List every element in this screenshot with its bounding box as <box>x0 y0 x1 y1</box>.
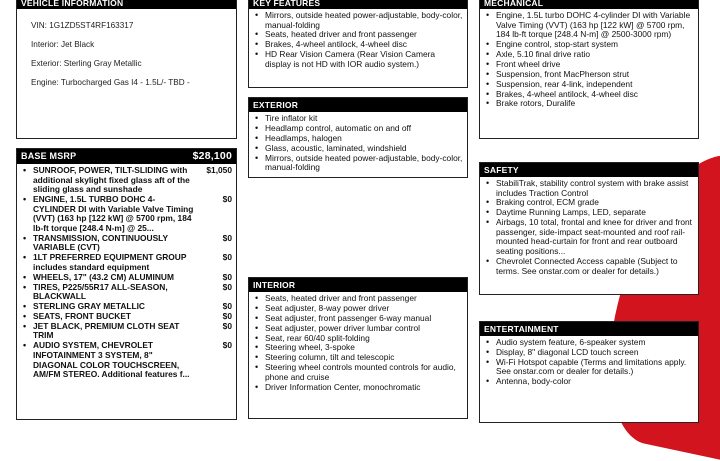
base-msrp-section <box>16 148 237 420</box>
msrp-option-text: • JET BLACK, PREMIUM CLOTH SEAT TRIM <box>33 320 180 341</box>
mechanical-list <box>480 9 698 109</box>
key-feature-item: • HD Rear Vision Camera (Rear Vision Camera display is not HD with IOR audio system.) <box>255 50 463 69</box>
msrp-option-row <box>23 322 232 341</box>
msrp-option-price: $0 <box>222 271 232 282</box>
mechanical-item: • Axle, 5.10 final drive ratio <box>486 50 694 60</box>
interior-item: • Steering column, tilt and telescopic <box>255 353 463 363</box>
msrp-option-row <box>23 283 232 302</box>
safety-item: • Chevrolet Connected Access capable (Subject to terms. See onstar.com or dealer for details.) <box>486 257 694 276</box>
exterior-item: • Glass, acoustic, laminated, windshield <box>255 144 463 154</box>
vin-text: VIN: 1G1ZD5ST4RF163317 <box>31 21 134 30</box>
mechanical-item: • Brake rotors, Duralife <box>486 99 694 109</box>
msrp-option-text: • TRANSMISSION, CONTINUOUSLY VARIABLE (CVT) <box>33 232 168 253</box>
section-header: MECHANICAL <box>480 0 698 9</box>
mechanical-item: • Suspension, rear 4-link, independent <box>486 80 694 90</box>
exterior-item: • Headlamps, halogen <box>255 134 463 144</box>
entertainment-item: • Antenna, body-color <box>486 377 694 387</box>
msrp-option-price: $0 <box>222 320 232 331</box>
mechanical-item: • Suspension, front MacPherson strut <box>486 70 694 80</box>
section-header: ENTERTAINMENT <box>480 322 698 336</box>
base-msrp-price: $28,100 <box>192 150 232 162</box>
msrp-option-text: • 1LT PREFERRED EQUIPMENT GROUP includes standard equipment <box>33 252 187 272</box>
mechanical-item: • Engine, 1.5L turbo DOHC 4-cylinder DI with Variable Valve Timing (VVT) (163 hp [122 kW] @ 5700 rpm, 184 lb-ft torque [248.4 N-m] @ 2500-3000 rpm) <box>486 11 694 40</box>
msrp-option-price: $0 <box>222 252 232 263</box>
safety-list <box>480 177 698 276</box>
msrp-option-row <box>23 195 232 233</box>
exterior-list <box>249 112 467 173</box>
msrp-option-price: $0 <box>222 281 232 292</box>
msrp-option-price: $0 <box>222 232 232 243</box>
msrp-option-text: • STERLING GRAY METALLIC <box>33 301 145 312</box>
msrp-option-text: • ENGINE, 1.5L TURBO DOHC 4-CYLINDER DI with Variable Valve Timing (VVT) (163 hp [122 kW] @ 5700 rpm, 184 lb-ft torque [248.4 N-m] @ 25... <box>33 194 194 233</box>
msrp-option-list <box>17 164 236 380</box>
msrp-option-text: • TIRES, P225/55R17 ALL-SEASON, BLACKWALL <box>33 281 168 302</box>
section-header: INTERIOR <box>249 278 467 292</box>
engine-text: Engine: Turbocharged Gas I4 - 1.5L/- TBD - <box>31 78 190 87</box>
section-header: KEY FEATURES <box>249 0 467 9</box>
msrp-option-row <box>23 273 232 283</box>
mechanical-section <box>479 0 699 139</box>
interior-item: • Steering wheel controls mounted controls for audio, phone and cruise <box>255 363 463 382</box>
entertainment-item: • Wi-Fi Hotspot capable (Terms and limitations apply. See onstar.com or dealer for details.) <box>486 358 694 377</box>
section-header: SAFETY <box>480 163 698 177</box>
interior-text: Interior: Jet Black <box>31 40 95 49</box>
msrp-option-row <box>23 253 232 272</box>
interior-item: • Driver Information Center, monochromatic <box>255 383 463 393</box>
safety-item: • Airbags, 10 total, frontal and knee for driver and front passenger, side-impact seat-mounted and roof rail-mounted head-curtain for front and rear outboard seating positions... <box>486 218 694 256</box>
key-features-section <box>248 0 468 88</box>
msrp-option-row <box>23 234 232 253</box>
safety-item: • Braking control, ECM grade <box>486 198 694 208</box>
interior-list <box>249 292 467 392</box>
section-header: VEHICLE INFORMATION <box>17 0 236 9</box>
msrp-option-text: • WHEELS, 17" (43.2 CM) ALUMINUM <box>33 271 174 282</box>
vehicle-information-section <box>16 0 237 139</box>
exterior-text: Exterior: Sterling Gray Metallic <box>31 59 142 68</box>
msrp-option-text: • SUNROOF, POWER, TILT-SLIDING with additional skylight fixed glass aft of the sliding glass and sunshade <box>33 165 190 195</box>
exterior-section <box>248 97 468 178</box>
key-feature-item: • Mirrors, outside heated power-adjustable, body-color, manual-folding <box>255 11 463 30</box>
entertainment-item: • Display, 8" diagonal LCD touch screen <box>486 348 694 358</box>
msrp-option-price: $0 <box>222 340 232 351</box>
interior-item: • Seats, heated driver and front passenger <box>255 294 463 304</box>
interior-item: • Steering wheel, 3-spoke <box>255 343 463 353</box>
msrp-option-row <box>23 166 232 195</box>
mechanical-item: • Engine control, stop-start system <box>486 40 694 50</box>
mechanical-item: • Brakes, 4-wheel antilock, 4-wheel disc <box>486 90 694 100</box>
key-feature-item: • Seats, heated driver and front passenger <box>255 30 463 40</box>
interior-item: • Seat adjuster, 8-way power driver <box>255 304 463 314</box>
entertainment-list <box>480 336 698 387</box>
entertainment-item: • Audio system feature, 6-speaker system <box>486 338 694 348</box>
msrp-option-price: $0 <box>222 301 232 312</box>
interior-section <box>248 277 468 419</box>
section-header: BASE MSRP $28,100 <box>17 149 236 164</box>
entertainment-section <box>479 321 699 423</box>
msrp-option-text: • SEATS, FRONT BUCKET <box>33 310 132 321</box>
safety-item: • StabiliTrak, stability control system with brake assist includes Traction Control <box>486 179 694 198</box>
msrp-option-price: $1,050 <box>206 165 232 175</box>
section-header: EXTERIOR <box>249 98 467 112</box>
exterior-item: • Mirrors, outside heated power-adjustable, body-color, manual-folding <box>255 154 463 173</box>
safety-item: • Daytime Running Lamps, LED, separate <box>486 208 694 218</box>
safety-section <box>479 162 699 295</box>
interior-item: • Seat adjuster, power driver lumbar control <box>255 324 463 334</box>
msrp-option-row <box>23 341 232 379</box>
exterior-item: • Headlamp control, automatic on and off <box>255 124 463 134</box>
mechanical-item: • Front wheel drive <box>486 60 694 70</box>
key-feature-item: • Brakes, 4-wheel antilock, 4-wheel disc <box>255 40 463 50</box>
msrp-option-price: $0 <box>222 310 232 321</box>
exterior-item: • Tire inflator kit <box>255 114 463 124</box>
interior-item: • Seat, rear 60/40 split-folding <box>255 334 463 344</box>
msrp-option-text: • AUDIO SYSTEM, CHEVROLET INFOTAINMENT 3 SYSTEM, 8" DIAGONAL COLOR TOUCHSCREEN, AM/FM STEREO. Additional features f... <box>33 340 190 380</box>
msrp-option-price: $0 <box>222 194 232 205</box>
key-features-list <box>249 9 467 69</box>
interior-item: • Seat adjuster, front passenger 6-way manual <box>255 314 463 324</box>
